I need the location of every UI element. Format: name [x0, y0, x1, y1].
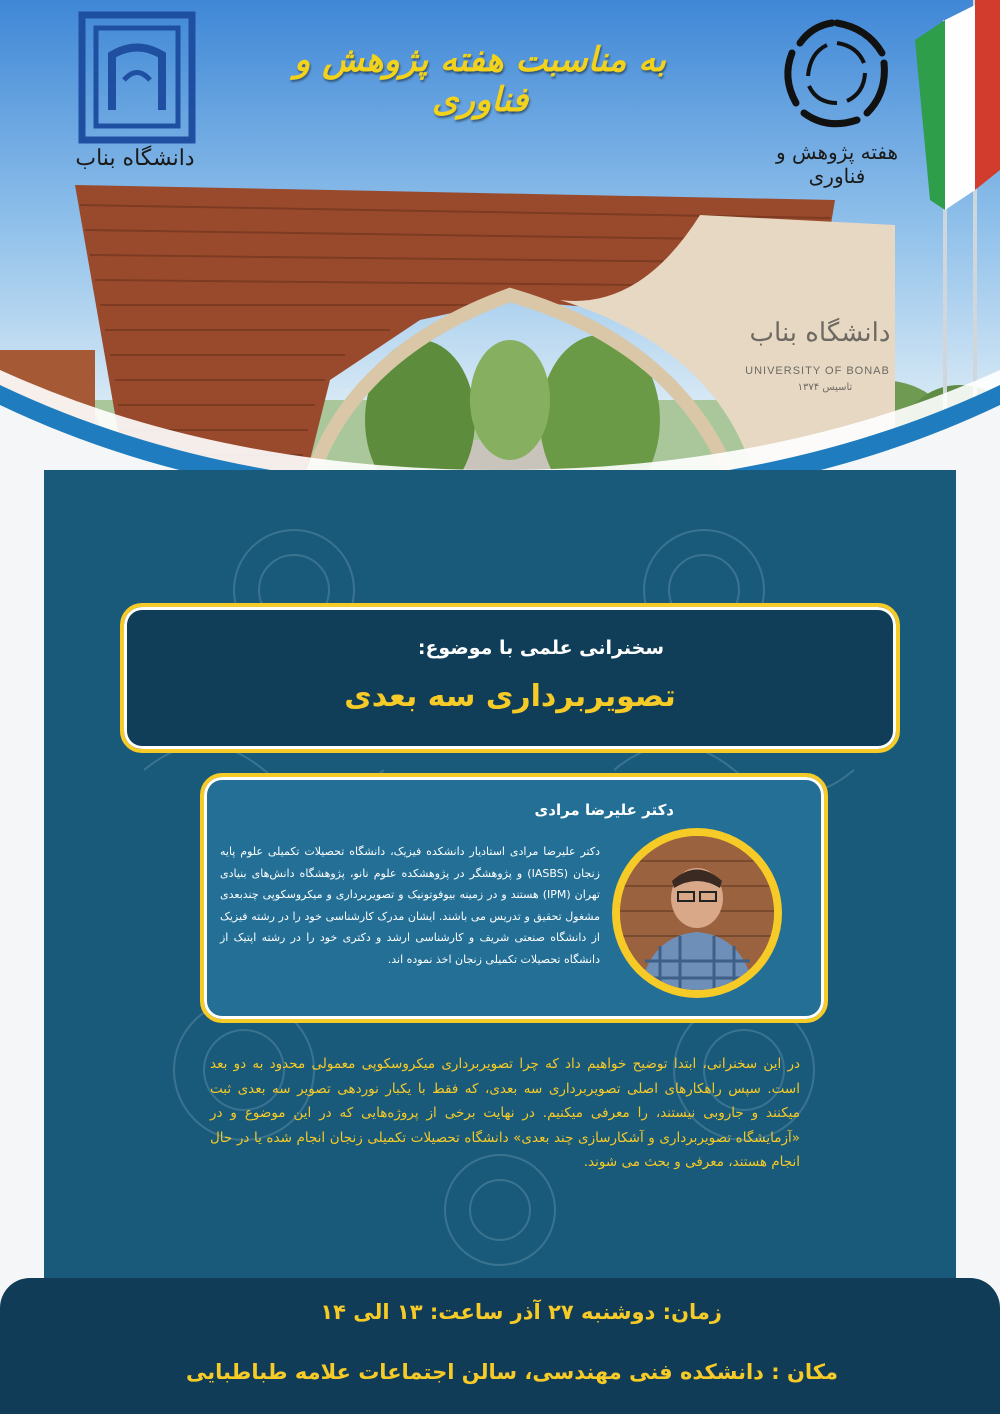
speaker-name: دکتر علیرضا مرادی	[534, 801, 674, 819]
research-week-logo	[772, 8, 902, 138]
event-place: مکان : دانشکده فنی مهندسی، سالن اجتماعات علامه طباطبایی	[185, 1360, 838, 1384]
occasion-title: به مناسبت هفته پژوهش و فناوری	[294, 40, 666, 120]
topic-title: تصویربرداری سه بعدی	[344, 679, 676, 714]
gate-sign-persian: دانشگاه بناب	[749, 318, 891, 348]
research-week-caption: هفته پژوهش و فناوری	[775, 140, 899, 188]
gate-sign-year: تاسیس ۱۳۷۴	[797, 382, 853, 393]
gate-sign-english: UNIVERSITY OF BONAB	[745, 365, 890, 377]
event-footer	[0, 1278, 1000, 1414]
university-of-bonab-caption: دانشگاه بناب	[75, 146, 195, 171]
lecture-abstract: در این سخنرانی، ابتدا توضیح خواهیم داد که چرا تصویربرداری میکروسکوپی معمولی محدود به دو بعد است. سپس راهکارهای اصلی تصویربرداری سه بعدی، که فقط با یکبار نوردهی تصویر سه بعدی ثبت میکنند و جاروبی نیستند، را معرفی میکنیم. در نهایت برخی از پروژه‌هایی که در این موضوع و در «آزمایشگاه تصویربرداری و آشکارسازی چند بعدی» دانشگاه تحصیلات تکمیلی زنجان انجام شده یا در حال انجام هستند، معرفی و بحث می شوند.	[210, 1056, 800, 1170]
speaker-photo-illustration	[620, 836, 774, 990]
speaker-photo	[620, 836, 774, 990]
topic-label: سخنرانی علمی با موضوع:	[417, 637, 664, 659]
topic-box	[120, 603, 900, 753]
speaker-bio: دکتر علیرضا مرادی استادیار دانشکده فیزیک، دانشگاه تحصیلات تکمیلی علوم پایه زنجان (IASBS) و پژوهشگر در پژوهشکده علوم نانو، پژوهشگاه دانش‌های بنیادی تهران (IPM) هستند و در زمینه بیوفوتونیک و تصویربرداری و میکروسکوپی چندبعدی مشغول تحقیق و تدریس می باشند. ایشان مدرک کارشناسی خود را در رشته فیزیک از دانشگاه صنعتی شریف و کارشناسی ارشد و دکتری خود را در رشته اپتیک از دانشگاه تحصیلات تکمیلی زنجان اخذ نموده اند.	[220, 845, 600, 966]
event-time: زمان: دوشنبه ۲۷ آذر ساعت: ۱۳ الی ۱۴	[320, 1300, 722, 1324]
speaker-portrait	[612, 828, 782, 998]
